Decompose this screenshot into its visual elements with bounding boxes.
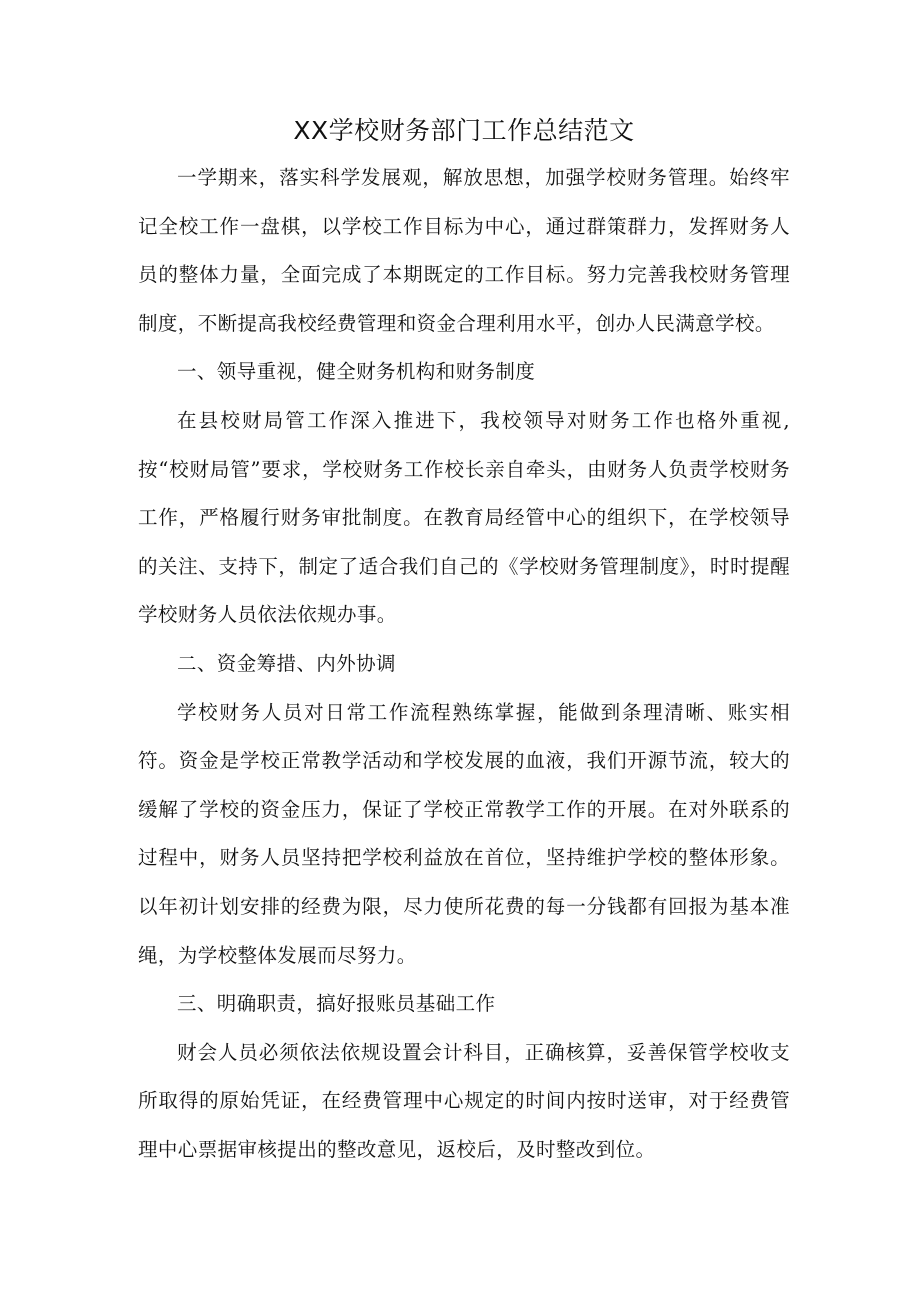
section-heading-2: 二、资金筹措、内外协调: [177, 651, 396, 675]
section-2-paragraph: 学校财务人员对日常工作流程熟练掌握，能做到条理清晰、账实相符。资金是学校正常教学活动和学校发展的血液，我们开源节流，较大的缓解了学校的资金压力，保证了学校正常教学工作的开展。在对外联系的过程中，财务人员坚持把学校利益放在首位，坚持维护学校的整体形象。以年初计划安排的经费为限，尽力使所花费的每一分钱都有回报为基本准绳，为学校整体发展而尽努力。: [138, 700, 790, 967]
section-3-paragraph: 财会人员必须依法依规设置会计科目，正确核算，妥善保管学校收支所取得的原始凭证，在经费管理中心规定的时间内按时送审，对于经费管理中心票据审核提出的整改意见，返校后，及时整改到位。: [138, 1040, 790, 1161]
document-title: XX学校财务部门工作总结范文: [293, 116, 635, 145]
intro-paragraph: 一学期来，落实科学发展观，解放思想，加强学校财务管理。始终牢记全校工作一盘棋，以学校工作目标为中心，通过群策群力，发挥财务人员的整体力量，全面完成了本期既定的工作目标。努力完善我校财务管理制度，不断提高我校经费管理和资金合理利用水平，创办人民满意学校。: [138, 166, 790, 335]
section-heading-1: 一、领导重视，健全财务机构和财务制度: [177, 360, 536, 384]
section-heading-3: 三、明确职责，搞好报账员基础工作: [177, 992, 496, 1016]
section-1-paragraph: 在县校财局管工作深入推进下，我校领导对财务工作也格外重视,按“校财局管”要求，学校财务工作校长亲自牵头，由财务人负责学校财务工作，严格履行财务审批制度。在教育局经管中心的组织下，在学校领导的关注、支持下，制定了适合我们自己的《学校财务管理制度》，时时提醒学校财务人员依法依规办事。: [138, 408, 790, 627]
document-page: [138, 108, 790, 1174]
